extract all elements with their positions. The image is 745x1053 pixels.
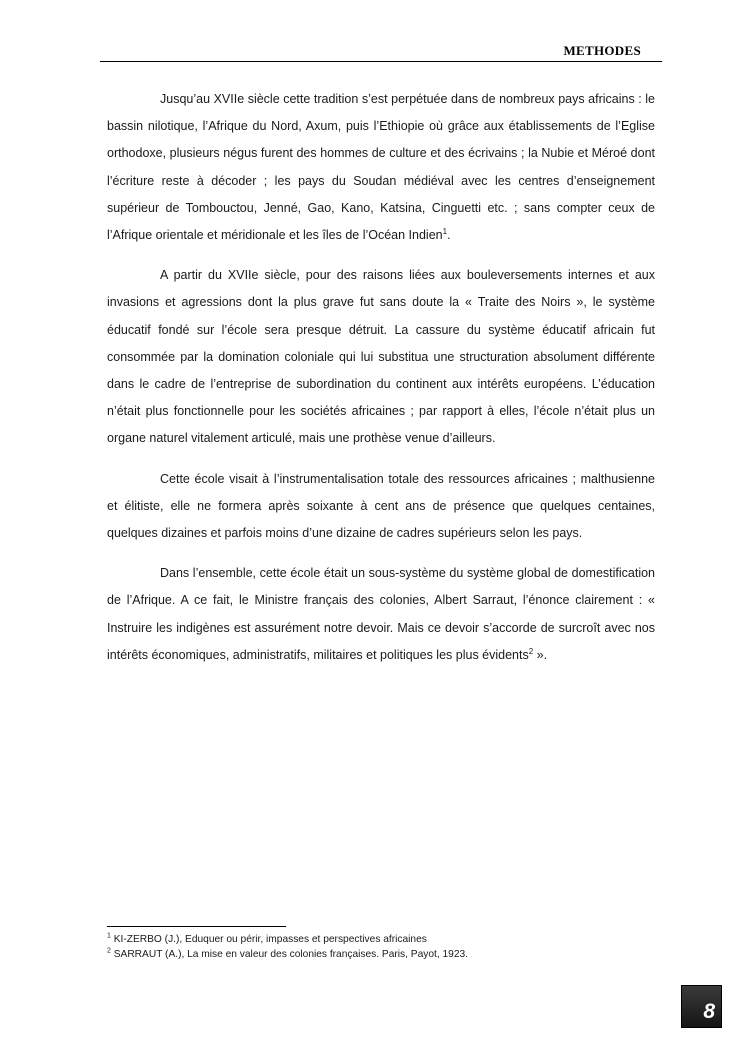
footnote-ref-1: 1 [442, 226, 448, 236]
page-number-box [681, 985, 722, 1028]
footnote-ref-2: 2 [528, 646, 534, 656]
footnote-2-number: 2 [107, 947, 111, 955]
header-rule [100, 61, 662, 62]
footnote-2-text: SARRAUT (A.), La mise en valeur des colonies françaises. Paris, Payot, 1923. [110, 948, 469, 960]
footnote-1 [107, 933, 627, 948]
paragraph-4 [107, 560, 655, 669]
footnote-1-number: 1 [107, 932, 111, 940]
footnotes [107, 933, 627, 962]
page-number: 8 [703, 1000, 715, 1023]
footnote-1-text: KI-ZERBO (J.), Eduquer ou périr, impasses et perspectives africaines [110, 934, 427, 945]
paragraph-3-text: Cette école visait à l’instrumentalisation totale des ressources africaines ; malthusienne et élitiste, elle ne formera après soixante à cent ans de présence que quelques centaines, quelques dizaines et parfois moins d’une dizaine de cadres supérieurs selon les pays. [107, 471, 655, 541]
paragraph-3 [107, 466, 655, 548]
footnote-2 [107, 948, 627, 963]
paragraph-4-end: ». [533, 647, 548, 662]
footnote-separator [107, 926, 286, 927]
paragraph-1 [107, 86, 655, 249]
paragraph-1-text: Jusqu’au XVIIe siècle cette tradition s’est perpétuée dans de nombreux pays africains : le bassin nilotique, l’Afrique du Nord, Axum, puis l’Ethiopie où grâce aux établissements de l’Eglise orthodoxe, plusieurs négus furent des hommes de culture et des écrivains ; la Nubie et Méroé dont l’écriture reste à décoder ; les pays du Soudan médiéval avec les centres d’enseignement supérieur de Tombouctou, Jenné, Gao, Kano, Katsina, Cinguetti etc. ; sans compter ceux de l’Afrique orientale et méridionale et les îles de l’Océan Indien [107, 92, 655, 243]
body-text [107, 86, 655, 669]
paragraph-1-end: . [447, 228, 451, 243]
running-header-title: METHODES [563, 43, 641, 58]
paragraph-2 [107, 262, 655, 452]
paragraph-4-text: Dans l’ensemble, cette école était un sous-système du système global de domestification de l’Afrique. A ce fait, le Ministre français des colonies, Albert Sarraut, l’énonce clairement : « Instruire les indigènes est assurément notre devoir. Mais ce devoir s’accorde de surcroît avec nos intérêts économiques, administratifs, militaires et politiques les plus évidents [107, 566, 655, 662]
paragraph-2-text: A partir du XVIIe siècle, pour des raisons liées aux bouleversements internes et aux invasions et agressions dont la plus grave fut sans doute la « Traite des Noirs », le système éducatif fondé sur l’école sera presque détruit. La cassure du système éducatif africain fut consommée par la domination coloniale qui lui substitua une structuration absolument différente dans le cadre de l’entreprise de subordination du continent aux intérêts européens. L’éducation n’était plus fonctionnelle pour les sociétés africaines ; par rapport à elles, l’école n’était plus un organe naturel vitalement articulé, mais une prothèse venue d’ailleurs. [107, 268, 655, 446]
